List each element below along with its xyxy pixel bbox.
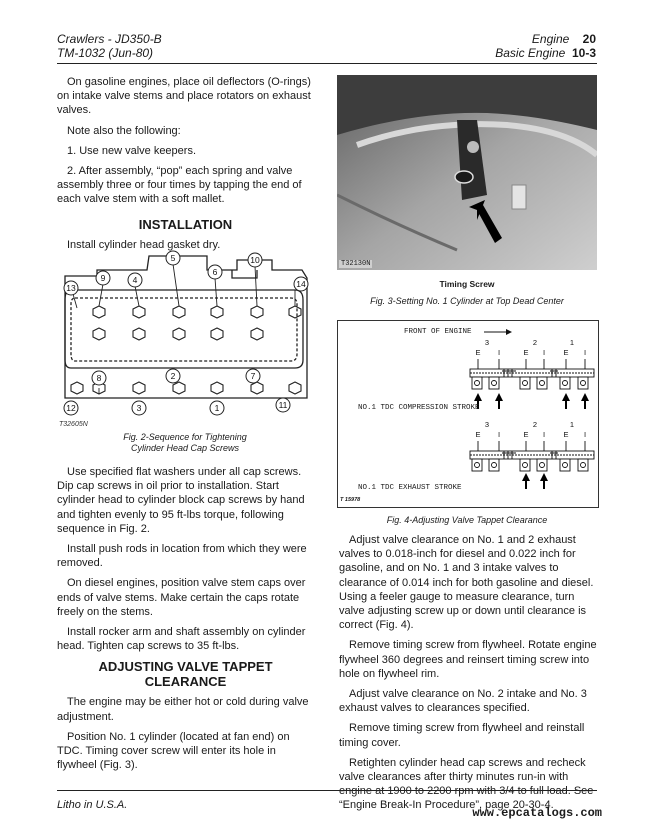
- paragraph: 2. After assembly, “pop” each spring and valve assembly three or four times by tapping the end of each valve stem with a soft mallet.: [57, 165, 302, 206]
- valve-e-1b: E: [475, 430, 481, 439]
- sequence-11: 11: [278, 400, 288, 410]
- sequence-2: 2: [170, 371, 176, 381]
- sequence-10: 10: [250, 255, 260, 265]
- valve-i-2: I: [542, 348, 546, 357]
- fig2-image-code: T32605N: [59, 421, 88, 428]
- sequence-6: 6: [212, 267, 218, 277]
- valve-i-3b: I: [583, 430, 587, 439]
- footer-rule: [57, 790, 597, 791]
- footer-litho: Litho in U.S.A.: [57, 799, 128, 811]
- left-column-top: [57, 75, 314, 258]
- timing-screw-photo-drawing: [337, 75, 597, 270]
- adjusting-heading-line2: CLEARANCE: [144, 674, 227, 690]
- paragraph: 1. Use new valve keepers.: [67, 144, 197, 157]
- valve-i-2b: I: [542, 430, 546, 439]
- paragraph: Adjust valve clearance on No. 2 intake and No. 3 exhaust valves to clearances specified.: [339, 688, 587, 715]
- adjusting-heading-line1: ADJUSTING VALVE TAPPET: [98, 659, 273, 675]
- sequence-9: 9: [100, 273, 106, 283]
- valve-i-1: I: [497, 348, 501, 357]
- sequence-14: 14: [296, 279, 306, 289]
- exhaust-stroke-label: NO.1 TDC EXHAUST STROKE: [358, 484, 462, 492]
- subsection-page: 10-3: [571, 46, 596, 60]
- valve-e-3b: E: [563, 430, 569, 439]
- valve-e-1: E: [475, 348, 481, 357]
- valve-e-2: E: [523, 348, 529, 357]
- header-right: [495, 32, 596, 60]
- paragraph: Retighten cylinder head cap screws and recheck valve clearances after thirty minutes run-in with engine at 1900 to 2200 rpm with 3/4 to full load. See “Engine Break-In Procedure”, page 20-30-4.: [339, 756, 594, 812]
- header-rule: [57, 63, 597, 64]
- valve-i-1b: I: [497, 430, 501, 439]
- fig4-image-code: T 15978: [340, 497, 361, 503]
- cyl-2-top: 2: [532, 338, 538, 347]
- fig2-caption: [100, 432, 270, 454]
- installation-heading: INSTALLATION: [138, 216, 233, 232]
- valve-rocker-drawing: [338, 321, 598, 507]
- adjusting-heading: [57, 659, 314, 689]
- section-page: 20: [582, 32, 596, 46]
- paragraph: The engine may be either hot or cold during valve adjustment.: [57, 696, 309, 723]
- front-of-engine-label: FRONT OF ENGINE: [404, 328, 472, 336]
- paragraph: Use specified flat washers under all cap screws. Dip cap screws in oil prior to installation. Start cylinder head to cylinder block cap screws by hand and tighten evenly to 95 ft-lbs torque, following sequence in Fig. 2.: [57, 466, 305, 535]
- cyl-3-bottom: 3: [484, 420, 490, 429]
- footer-website-link[interactable]: www.epcatalogs.com: [472, 806, 602, 820]
- cyl-2-bottom: 2: [532, 420, 538, 429]
- valve-e-2b: E: [523, 430, 529, 439]
- header-left: [57, 32, 162, 60]
- sequence-1: 1: [214, 403, 220, 413]
- sequence-4: 4: [132, 275, 138, 285]
- sequence-8: 8: [96, 373, 102, 383]
- timing-screw-label: Timing Screw: [439, 279, 495, 289]
- paragraph: Install rocker arm and shaft assembly on cylinder head. Tighten cap screws to 35 ft-lbs.: [57, 626, 306, 653]
- paragraph: Note also the following:: [67, 124, 181, 137]
- cylinder-head-sequence-diagram: [57, 248, 320, 430]
- paragraph: Position No. 1 cylinder (located at fan end) on TDC. Timing cover screw will enter its hole in flywheel (Fig. 3).: [57, 730, 290, 772]
- sequence-12: 12: [66, 403, 76, 413]
- cyl-1-top: 1: [569, 338, 575, 347]
- paragraph: Install push rods in location from which they were removed.: [57, 543, 307, 570]
- sequence-5: 5: [170, 253, 176, 263]
- section-name: Engine: [531, 32, 570, 46]
- fig2-caption-line1: Fig. 2-Sequence for Tightening: [123, 432, 247, 442]
- fig3-image-code: T32130N: [341, 260, 371, 268]
- fig3-caption: Fig. 3-Setting No. 1 Cylinder at Top Dead Center: [370, 296, 564, 306]
- manual-title: Crawlers - JD350-B: [57, 32, 162, 46]
- fig4-caption: Fig. 4-Adjusting Valve Tappet Clearance: [386, 515, 548, 525]
- right-column: [339, 533, 597, 819]
- fig2-caption-line2: Cylinder Head Cap Screws: [130, 443, 240, 453]
- manual-number-date: TM-1032 (Jun-80): [57, 46, 154, 60]
- cyl-1-bottom: 1: [569, 420, 575, 429]
- compression-stroke-label: NO.1 TDC COMPRESSION STROKE: [358, 404, 480, 412]
- paragraph: On diesel engines, position valve stem caps over ends of valve stems. Make certain the caps rotate freely on the stems.: [57, 577, 306, 618]
- sequence-3: 3: [136, 403, 142, 413]
- valve-e-3: E: [563, 348, 569, 357]
- left-column-bottom: [57, 465, 314, 778]
- valve-i-3: I: [583, 348, 587, 357]
- timing-screw-photo: [337, 75, 597, 270]
- cyl-3-top: 3: [484, 338, 490, 347]
- paragraph: Remove timing screw from flywheel and reinstall timing cover.: [339, 722, 585, 749]
- paragraph: Remove timing screw from flywheel. Rotate engine flywheel 360 degrees and reinsert timing screw into hole on flywheel rim.: [339, 639, 597, 680]
- valve-adjustment-diagram: [337, 320, 599, 508]
- paragraph: On gasoline engines, place oil deflectors (O-rings) on intake valve stems and place rotators on exhaust valves.: [57, 76, 311, 117]
- paragraph: Install cylinder head gasket dry.: [67, 238, 221, 251]
- sequence-7: 7: [250, 371, 256, 381]
- paragraph: Adjust valve clearance on No. 1 and 2 exhaust valves to 0.018-inch for diesel and 0.022 inch for gasoline, and on No. 1 and 3 intake valves to clearance of 0.014 inch for both gasoline and diesel. Using a feeler gauge to measure clearance, turn valve adjusting screw up or down until clearance is correct (Fig. 4).: [339, 534, 594, 632]
- subsection-name: Basic Engine: [495, 46, 566, 60]
- sequence-13: 13: [66, 283, 76, 293]
